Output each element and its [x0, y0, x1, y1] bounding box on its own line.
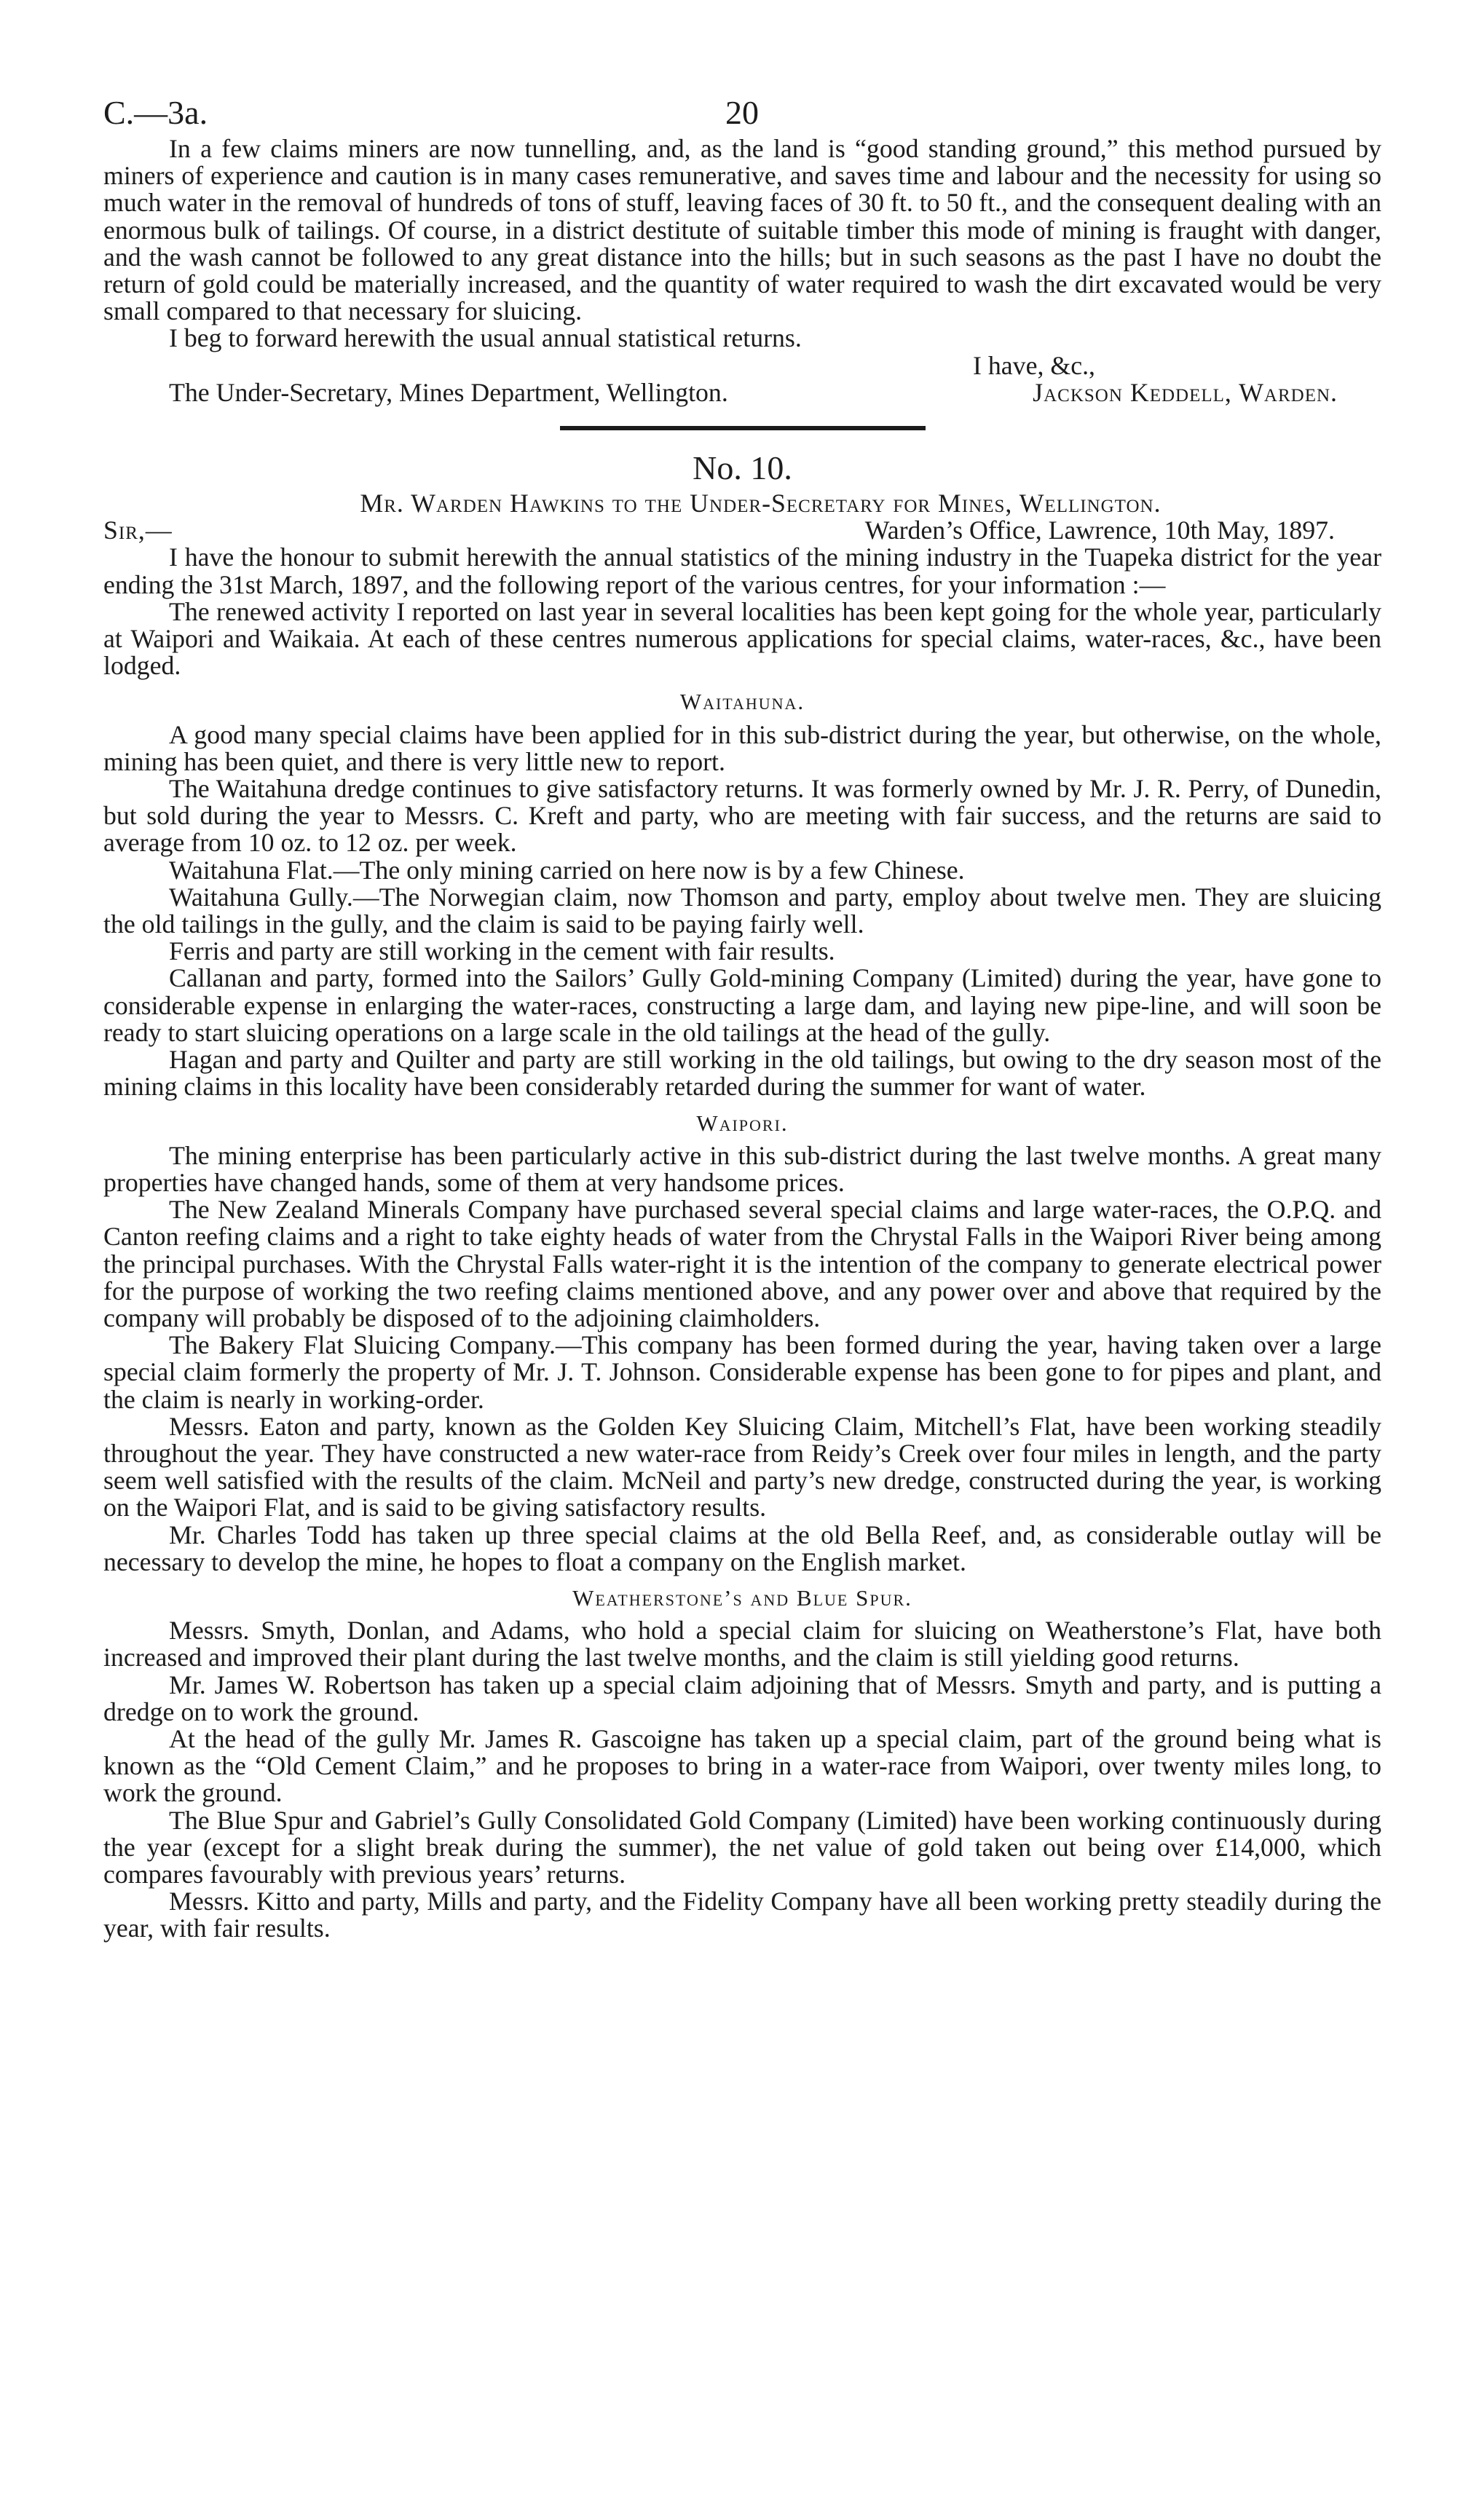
document-reference: C.—3a. — [103, 94, 208, 131]
page-number: 20 — [725, 94, 759, 131]
section-heading: Weatherstone’s and Blue Spur. — [572, 1584, 912, 1611]
paragraph: Ferris and party are still working in the cement with fair results. — [169, 936, 835, 966]
paragraph: Waitahuna Gully.—The Norwegian claim, now Thomson and party, employ about twelve men. They are sluicing the old tailings in the gully, and the claim is said to be paying fairly well. — [103, 882, 1381, 939]
signature-line — [103, 379, 1381, 406]
paragraph: I have the honour to submit herewith the annual statistics of the mining industry in the Tuapeka district for the year ending the 31st March, 1897, and the following report of the various centres, for your information :— — [103, 542, 1381, 599]
document-page — [103, 95, 1381, 1943]
letter-from-to: Mr. Warden Hawkins to the Under-Secretary for Mines, Wellington. — [360, 489, 1161, 518]
section-heading: Waitahuna. — [679, 689, 805, 715]
dateline-row — [103, 517, 1381, 544]
salutation: Sir,— — [103, 516, 173, 545]
paragraph: Messrs. Kitto and party, Mills and party, and the Fidelity Company have all been working pretty steadily during the year, with fair results. — [103, 1887, 1381, 1943]
paragraph: Hagan and party and Quilter and party are still working in the old tailings, but owing to the dry season most of the mining claims in this locality have been considerably retarded during the summer for want of water. — [103, 1045, 1381, 1102]
paragraph: The renewed activity I reported on last year in several localities has been kept going for the whole year, particularly at Waipori and Waikaia. At each of these centres numerous applications for special claims, water-races, &c., have been lodged. — [103, 596, 1381, 681]
paragraph: Callanan and party, formed into the Sailors’ Gully Gold-mining Company (Limited) during the year, have gone to considerable expense in enlarging the water-races, constructing a large dam, and laying new pipe-line, and will soon be ready to start sluicing operations on a large scale in the old tailings at the head of the gully. — [103, 963, 1381, 1047]
paragraph: A good many special claims have been applied for in this sub-district during the year, but otherwise, on the whole, mining has been quiet, and there is very little new to report. — [103, 719, 1381, 776]
section-divider — [560, 426, 926, 430]
dateline: Warden’s Office, Lawrence, 10th May, 1897. — [864, 516, 1335, 545]
paragraph: Waitahuna Flat.—The only mining carried on here now is by a few Chinese. — [169, 855, 965, 885]
page-header — [103, 95, 1381, 135]
letter-number: No. 10. — [693, 449, 792, 487]
paragraph: At the head of the gully Mr. James R. Gascoigne has taken up a special claim, part of the ground being what is known as the “Old Cement Claim,” and he proposes to bring in a water-race from Waipori, over twenty miles long, to work the ground. — [103, 1723, 1381, 1808]
paragraph: The mining enterprise has been particularly active in this sub-district during the last twelve months. A great many properties have changed hands, some of them at very handsome prices. — [103, 1140, 1381, 1197]
paragraph: The Bakery Flat Sluicing Company.—This company has been formed during the year, having taken over a large special claim formerly the property of Mr. J. T. Johnson. Considerable expense has been gone to for pipes and plant, and the claim is nearly in working-order. — [103, 1330, 1381, 1414]
section-heading: Waipori. — [696, 1110, 789, 1136]
paragraph: In a few claims miners are now tunnelling, and, as the land is “good standing ground,” this method pursued by miners of experience and caution is in many cases remunerative, and saves time and labour and the necessity for using so much water in the removal of hundreds of tons of stuff, leaving faces of 30 ft. to 50 ft., and the consequent dealing with an enormous bulk of tailings. Of course, in a district destitute of suitable timber this mode of mining is fraught with danger, and the wash cannot be followed to any great distance into the hills; but in such seasons as the past I have no doubt the return of gold could be materially increased, and the quantity of water required to wash the dirt excavated would be very small compared to that necessary for sluicing. — [103, 134, 1381, 326]
closing: I have, &c., — [973, 350, 1095, 380]
paragraph: Messrs. Eaton and party, known as the Golden Key Sluicing Claim, Mitchell’s Flat, have been working steadily throughout the year. They have constructed a new water-race from Reidy’s Creek over four miles in length, and the party seem well satisfied with the results of the claim. McNeil and party’s new dredge, constructed during the year, is working on the Waipori Flat, and is said to be giving satisfactory results. — [103, 1411, 1381, 1522]
paragraph: I beg to forward herewith the usual annual statistical returns. — [169, 323, 802, 353]
paragraph: The Waitahuna dredge continues to give satisfactory returns. It was formerly owned by Mr. J. R. Perry, of Dunedin, but sold during the year to Messrs. C. Kreft and party, who are meeting with fair success, and the returns are said to average from 10 oz. to 12 oz. per week. — [103, 774, 1381, 858]
addressee: The Under-Secretary, Mines Department, Wellington. — [169, 377, 728, 407]
paragraph: Mr. James W. Robertson has taken up a special claim adjoining that of Messrs. Smyth and party, and is putting a dredge on to work the ground. — [103, 1670, 1381, 1726]
paragraph: The Blue Spur and Gabriel’s Gully Consolidated Gold Company (Limited) have been working continuously during the year (except for a slight break during the summer), the net value of gold taken out being over £14,000, which compares favourably with previous years’ returns. — [103, 1805, 1381, 1889]
paragraph: Mr. Charles Todd has taken up three special claims at the old Bella Reef, and, as considerable outlay will be necessary to develop the mine, he hopes to float a company on the English market. — [103, 1520, 1381, 1576]
paragraph: The New Zealand Minerals Company have purchased several special claims and large water-races, the O.P.Q. and Canton reefing claims and a right to take eighty heads of water from the Chrystal Falls in the Waipori River being among the principal purchases. With the Chrystal Falls water-right it is the intention of the company to generate electrical power for the purpose of working the two reefing claims mentioned above, and any power over and above that required by the company will probably be disposed of to the adjoining claimholders. — [103, 1195, 1381, 1332]
paragraph: Messrs. Smyth, Donlan, and Adams, who hold a special claim for sluicing on Weatherstone’s Flat, have both increased and improved their plant during the last twelve months, and the claim is still yielding good returns. — [103, 1616, 1381, 1672]
signature: Jackson Keddell, Warden. — [1033, 377, 1338, 407]
